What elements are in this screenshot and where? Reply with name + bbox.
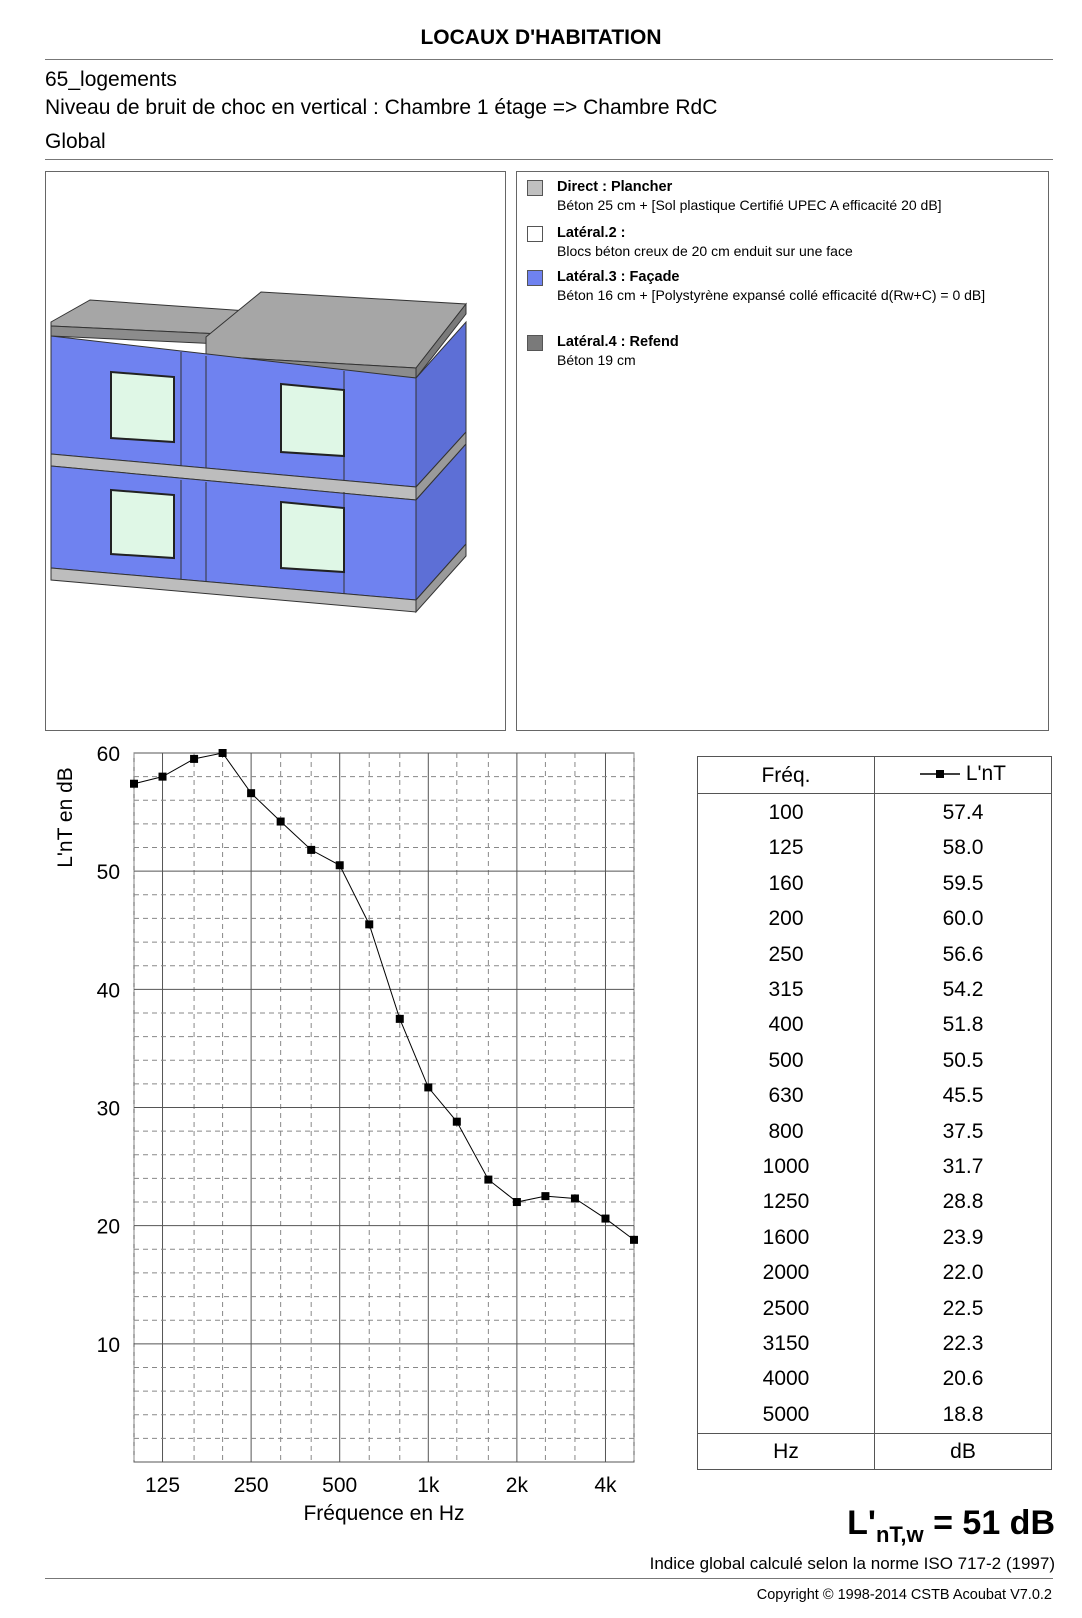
row-frequency: 250 [768,942,804,966]
legend-item-lateral-2 [527,224,1017,261]
row-value: 20.6 [942,1367,984,1391]
row-frequency: 4000 [762,1367,810,1391]
data-point [453,1118,461,1126]
series-marker-icon [920,767,960,781]
data-point [541,1192,549,1200]
table-row [698,1326,1051,1361]
legend-title: Latéral.4 : Refend [557,334,679,350]
x-tick-label: 125 [144,1474,181,1497]
x-tick-label: 1k [417,1474,440,1497]
legend-desc: Béton 16 cm + [Polystyrène expansé collé efficacité d(Rw+C) = 0 dB] [557,287,986,303]
row-frequency: 2500 [762,1296,810,1320]
project-name: 65_logements [45,68,177,91]
legend-title: Latéral.3 : Façade [557,269,680,285]
row-value: 45.5 [942,1084,984,1108]
y-tick-label: 40 [96,979,120,1003]
table-row [698,1291,1051,1326]
table-row [698,1397,1051,1432]
frequency-table [697,756,1052,1470]
data-point [601,1215,609,1223]
row-value: 51.8 [942,1013,984,1037]
header-frequency: Fréq. [761,764,811,787]
table-header [698,757,1051,794]
data-point [484,1176,492,1184]
data-point [513,1198,521,1206]
legend-swatch [527,180,543,196]
series-line [134,753,634,1240]
legend-desc: Blocs béton creux de 20 cm enduit sur une face [557,243,853,259]
row-frequency: 1000 [762,1155,810,1178]
row-value: 22.5 [942,1296,984,1320]
row-frequency: 800 [768,1119,804,1143]
measurement-subject: Niveau de bruit de choc en vertical : Chambre 1 étage => Chambre RdC [45,96,718,119]
table-row [698,1361,1051,1396]
data-point [365,920,373,928]
x-tick-label: 500 [322,1474,358,1497]
data-point [630,1236,638,1244]
x-tick-label: 250 [233,1474,269,1497]
row-frequency: 125 [768,836,804,860]
unit-db: dB [950,1440,976,1463]
data-point [190,755,198,763]
table-row [698,1043,1051,1078]
x-axis-label: Fréquence en Hz [303,1502,465,1525]
header-rule-bottom [45,159,1053,160]
index-label: L' [847,1504,876,1542]
row-frequency: 160 [768,871,804,895]
legend-item-lateral-3 [527,268,1017,305]
unit-hz: Hz [773,1440,799,1463]
series-label: L'nT [965,762,1007,785]
y-tick-label: 60 [96,743,120,766]
y-tick-label: 30 [96,1097,120,1121]
table-row [698,1078,1051,1113]
index-label-sub: nT,w [875,1521,924,1547]
row-value: 37.5 [942,1119,984,1143]
table-row [698,866,1051,901]
table-row [698,1184,1051,1219]
footer-rule [45,1578,1053,1579]
row-frequency: 315 [768,978,804,1001]
data-point [424,1083,432,1091]
row-value: 18.8 [942,1402,984,1426]
row-value: 22.3 [942,1332,984,1355]
row-frequency: 2000 [762,1261,810,1285]
x-tick-label: 2k [505,1474,528,1497]
row-frequency: 630 [768,1084,804,1108]
row-frequency: 3150 [762,1332,810,1355]
y-tick-label: 10 [96,1333,120,1357]
table-row [698,901,1051,936]
building-illustration-panel [45,171,506,731]
data-point [307,846,315,854]
copyright: Copyright © 1998-2014 CSTB Acoubat V7.0.2 [756,1587,1052,1603]
legend-desc: Béton 19 cm [557,352,636,368]
y-tick-label: 50 [96,861,120,885]
row-value: 31.7 [942,1155,984,1178]
legend-swatch [527,335,543,351]
table-row [698,1149,1051,1184]
y-axis-label: L'nT en dB [54,767,77,868]
impact-noise-chart [40,735,660,1530]
legend-item-lateral-4 [527,333,1017,370]
table-row [698,937,1051,972]
data-point [219,749,227,757]
legend-swatch [527,270,543,286]
x-tick-label: 4k [594,1474,617,1497]
table-row [698,795,1051,830]
data-point [159,773,167,781]
index-value: = 51 dB [933,1504,1055,1542]
data-point [336,861,344,869]
global-index [847,1504,1055,1548]
row-frequency: 500 [768,1048,804,1072]
legend-title: Direct : Plancher [557,179,673,195]
row-value: 60.0 [942,907,984,931]
row-frequency: 5000 [762,1402,810,1426]
header-rule [45,59,1053,60]
legend-item-direct [527,178,1017,215]
table-row [698,972,1051,1007]
row-value: 22.0 [942,1261,984,1285]
page-title: LOCAUX D'HABITATION [420,26,662,49]
row-frequency: 1600 [762,1225,810,1249]
scope-label: Global [45,130,106,153]
legend-title: Latéral.2 : [557,225,626,241]
data-point [571,1194,579,1202]
legend-desc: Béton 25 cm + [Sol plastique Certifié UPEC A efficacité 20 dB] [557,197,942,213]
row-value: 23.9 [942,1225,984,1249]
legend-panel [516,171,1049,731]
row-value: 59.5 [942,871,984,895]
table-row [698,1220,1051,1255]
row-frequency: 200 [768,907,804,931]
row-frequency: 1250 [762,1190,810,1214]
row-value: 56.6 [942,942,984,966]
data-point [277,818,285,826]
row-value: 54.2 [942,978,984,1001]
row-frequency: 100 [768,801,804,824]
building-illustration [46,172,505,730]
table-row [698,1255,1051,1290]
row-value: 28.8 [942,1190,984,1214]
row-value: 58.0 [942,836,984,860]
legend-swatch [527,226,543,242]
row-frequency: 400 [768,1013,804,1037]
table-footer [698,1433,1051,1469]
row-value: 50.5 [942,1048,984,1072]
table-row [698,1114,1051,1149]
data-point [247,789,255,797]
data-point [130,780,138,788]
y-tick-label: 20 [96,1215,120,1239]
data-point [396,1015,404,1023]
table-row [698,1007,1051,1042]
header-series [875,762,1051,786]
index-note: Indice global calculé selon la norme ISO 717-2 (1997) [649,1554,1055,1573]
row-value: 57.4 [942,801,984,824]
table-row [698,830,1051,865]
